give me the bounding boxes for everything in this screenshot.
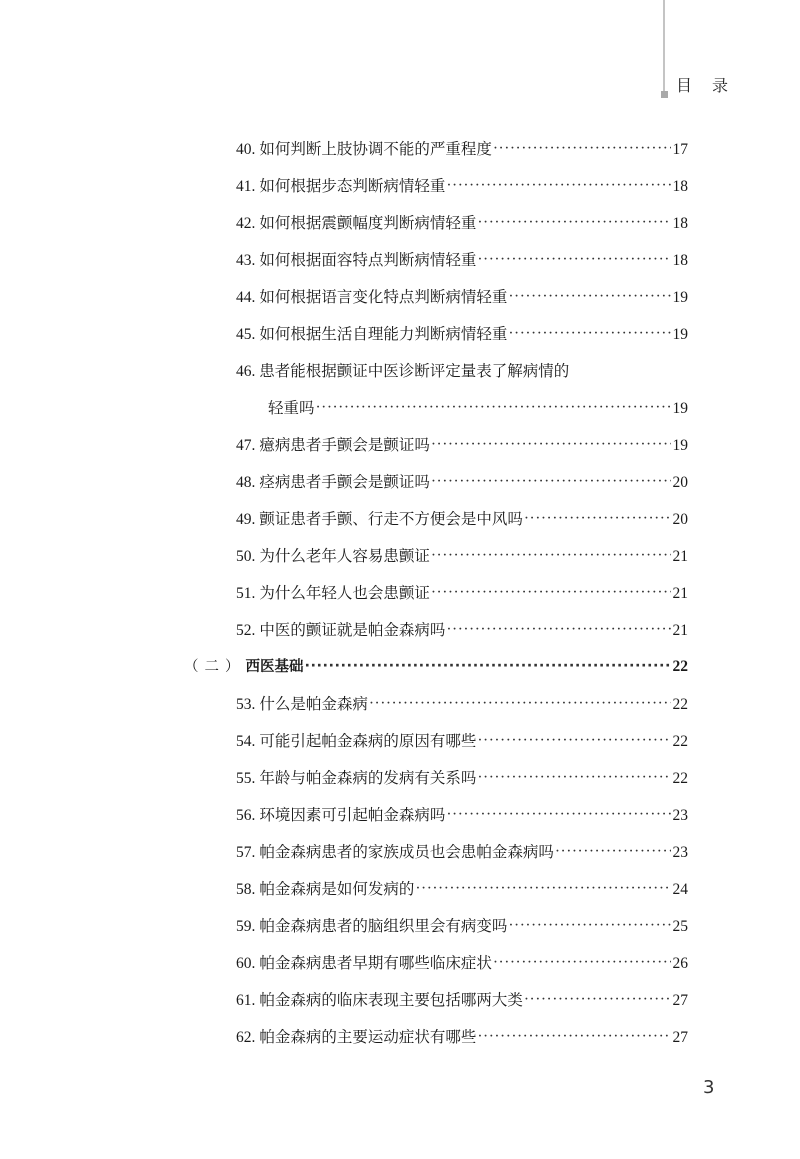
entry-number: 50. [236, 548, 256, 565]
running-header-title: 目录 [676, 76, 749, 95]
dot-leader [415, 880, 670, 898]
dot-leader [446, 621, 670, 639]
section-number: （二） [184, 659, 246, 675]
entry-page: 26 [672, 955, 688, 972]
entry-page: 19 [672, 437, 688, 454]
toc-entry[interactable] [236, 544, 688, 568]
toc-section-heading[interactable] [184, 655, 688, 679]
entry-number: 46. [236, 363, 256, 380]
entry-page: 27 [672, 1029, 688, 1046]
dot-leader [524, 991, 671, 1009]
dot-leader [477, 769, 670, 787]
toc-entry[interactable] [236, 766, 688, 790]
header-marker [661, 91, 668, 98]
entry-number: 49. [236, 511, 256, 528]
toc-entry[interactable] [236, 470, 688, 494]
entry-page: 22 [672, 770, 688, 787]
entry-page: 19 [672, 289, 688, 306]
toc-entry[interactable] [236, 137, 688, 161]
entry-number: 55. [236, 770, 256, 787]
dot-leader [316, 399, 671, 417]
toc-entry[interactable] [236, 433, 688, 457]
entry-number: 59. [236, 918, 256, 935]
dot-leader [431, 547, 671, 565]
entry-title: 患者能根据颤证中医诊断评定量表了解病情的 [259, 363, 570, 380]
entry-page: 23 [672, 844, 688, 861]
entry-page: 17 [672, 141, 688, 158]
entry-title-continuation: 轻重吗 [268, 400, 315, 417]
entry-number: 62. [236, 1029, 256, 1046]
entry-number: 44. [236, 289, 256, 306]
entry-page: 18 [672, 178, 688, 195]
entry-page: 24 [672, 881, 688, 898]
entry-number: 43. [236, 252, 256, 269]
entry-page: 27 [672, 992, 688, 1009]
dot-leader [305, 658, 671, 674]
entry-title: 如何根据面容特点判断病情轻重 [259, 252, 477, 269]
dot-leader [508, 325, 670, 343]
dot-leader [477, 732, 670, 750]
entry-title: 如何根据语言变化特点判断病情轻重 [259, 289, 508, 306]
entry-page: 19 [672, 326, 688, 343]
entry-number: 61. [236, 992, 256, 1009]
toc-entry[interactable] [236, 248, 688, 272]
entry-title: 帕金森病患者的脑组织里会有病变吗 [259, 918, 508, 935]
toc-entry[interactable] [236, 914, 688, 938]
toc-entry-continuation[interactable] [268, 396, 688, 420]
entry-page: 19 [672, 400, 688, 417]
entry-number: 58. [236, 881, 256, 898]
dot-leader [446, 177, 670, 195]
dot-leader [524, 510, 671, 528]
toc-entry[interactable] [236, 803, 688, 827]
entry-number: 53. [236, 696, 256, 713]
entry-page: 18 [672, 215, 688, 232]
header-rule [663, 0, 665, 92]
toc-entry[interactable] [236, 581, 688, 605]
entry-title: 年龄与帕金森病的发病有关系吗 [259, 770, 477, 787]
entry-page: 21 [672, 548, 688, 565]
entry-page: 21 [672, 622, 688, 639]
toc-entry[interactable] [236, 211, 688, 235]
page-number: 3 [703, 1077, 715, 1098]
entry-number: 52. [236, 622, 256, 639]
dot-leader [477, 214, 670, 232]
dot-leader [431, 584, 671, 602]
entry-page: 22 [672, 696, 688, 713]
entry-title: 可能引起帕金森病的原因有哪些 [259, 733, 477, 750]
entry-title: 环境因素可引起帕金森病吗 [259, 807, 446, 824]
entry-title: 为什么年轻人也会患颤证 [259, 585, 430, 602]
entry-title: 帕金森病患者早期有哪些临床症状 [259, 955, 492, 972]
entry-title: 如何根据步态判断病情轻重 [259, 178, 446, 195]
toc-entry-multiline[interactable] [236, 359, 569, 381]
dot-leader [446, 806, 670, 824]
entry-title: 癔病患者手颤会是颤证吗 [259, 437, 430, 454]
dot-leader [477, 1028, 670, 1046]
entry-title: 痉病患者手颤会是颤证吗 [259, 474, 430, 491]
dot-leader [493, 140, 671, 158]
toc-entry[interactable] [236, 877, 688, 901]
section-page: 22 [672, 658, 688, 675]
dot-leader [508, 917, 670, 935]
entry-number: 47. [236, 437, 256, 454]
entry-title: 如何根据震颤幅度判断病情轻重 [259, 215, 477, 232]
toc-entry[interactable] [236, 174, 688, 198]
entry-title: 中医的颤证就是帕金森病吗 [259, 622, 446, 639]
entry-number: 40. [236, 141, 256, 158]
dot-leader [369, 695, 671, 713]
entry-page: 20 [672, 474, 688, 491]
entry-page: 23 [672, 807, 688, 824]
toc-entry[interactable] [236, 840, 688, 864]
entry-number: 54. [236, 733, 256, 750]
entry-number: 45. [236, 326, 256, 343]
entry-title: 如何根据生活自理能力判断病情轻重 [259, 326, 508, 343]
section-title: 西医基础 [245, 659, 304, 675]
entry-number: 56. [236, 807, 256, 824]
dot-leader [493, 954, 671, 972]
dot-leader [431, 473, 671, 491]
toc-entry[interactable] [236, 507, 688, 531]
toc-entry[interactable] [236, 951, 688, 975]
dot-leader [508, 288, 670, 306]
entry-title: 帕金森病患者的家族成员也会患帕金森病吗 [259, 844, 554, 861]
entry-number: 57. [236, 844, 256, 861]
entry-page: 20 [672, 511, 688, 528]
entry-page: 25 [672, 918, 688, 935]
entry-title: 帕金森病是如何发病的 [259, 881, 415, 898]
toc-entry[interactable] [236, 692, 688, 716]
toc-entry[interactable] [236, 1025, 688, 1049]
entry-number: 48. [236, 474, 256, 491]
entry-number: 41. [236, 178, 256, 195]
entry-title: 帕金森病的临床表现主要包括哪两大类 [259, 992, 523, 1009]
entry-title: 什么是帕金森病 [259, 696, 368, 713]
entry-title: 颤证患者手颤、行走不方便会是中风吗 [259, 511, 523, 528]
entry-number: 51. [236, 585, 256, 602]
entry-number: 60. [236, 955, 256, 972]
entry-number: 42. [236, 215, 256, 232]
entry-title: 为什么老年人容易患颤证 [259, 548, 430, 565]
dot-leader [431, 436, 671, 454]
entry-title: 如何判断上肢协调不能的严重程度 [259, 141, 492, 158]
dot-leader [477, 251, 670, 269]
entry-page: 18 [672, 252, 688, 269]
entry-title: 帕金森病的主要运动症状有哪些 [259, 1029, 477, 1046]
toc-entry[interactable] [236, 618, 688, 642]
toc-entry[interactable] [236, 322, 688, 346]
entry-page: 22 [672, 733, 688, 750]
toc-entry[interactable] [236, 285, 688, 309]
toc-entry[interactable] [236, 729, 688, 753]
entry-page: 21 [672, 585, 688, 602]
toc-entry[interactable] [236, 988, 688, 1012]
dot-leader [555, 843, 671, 861]
